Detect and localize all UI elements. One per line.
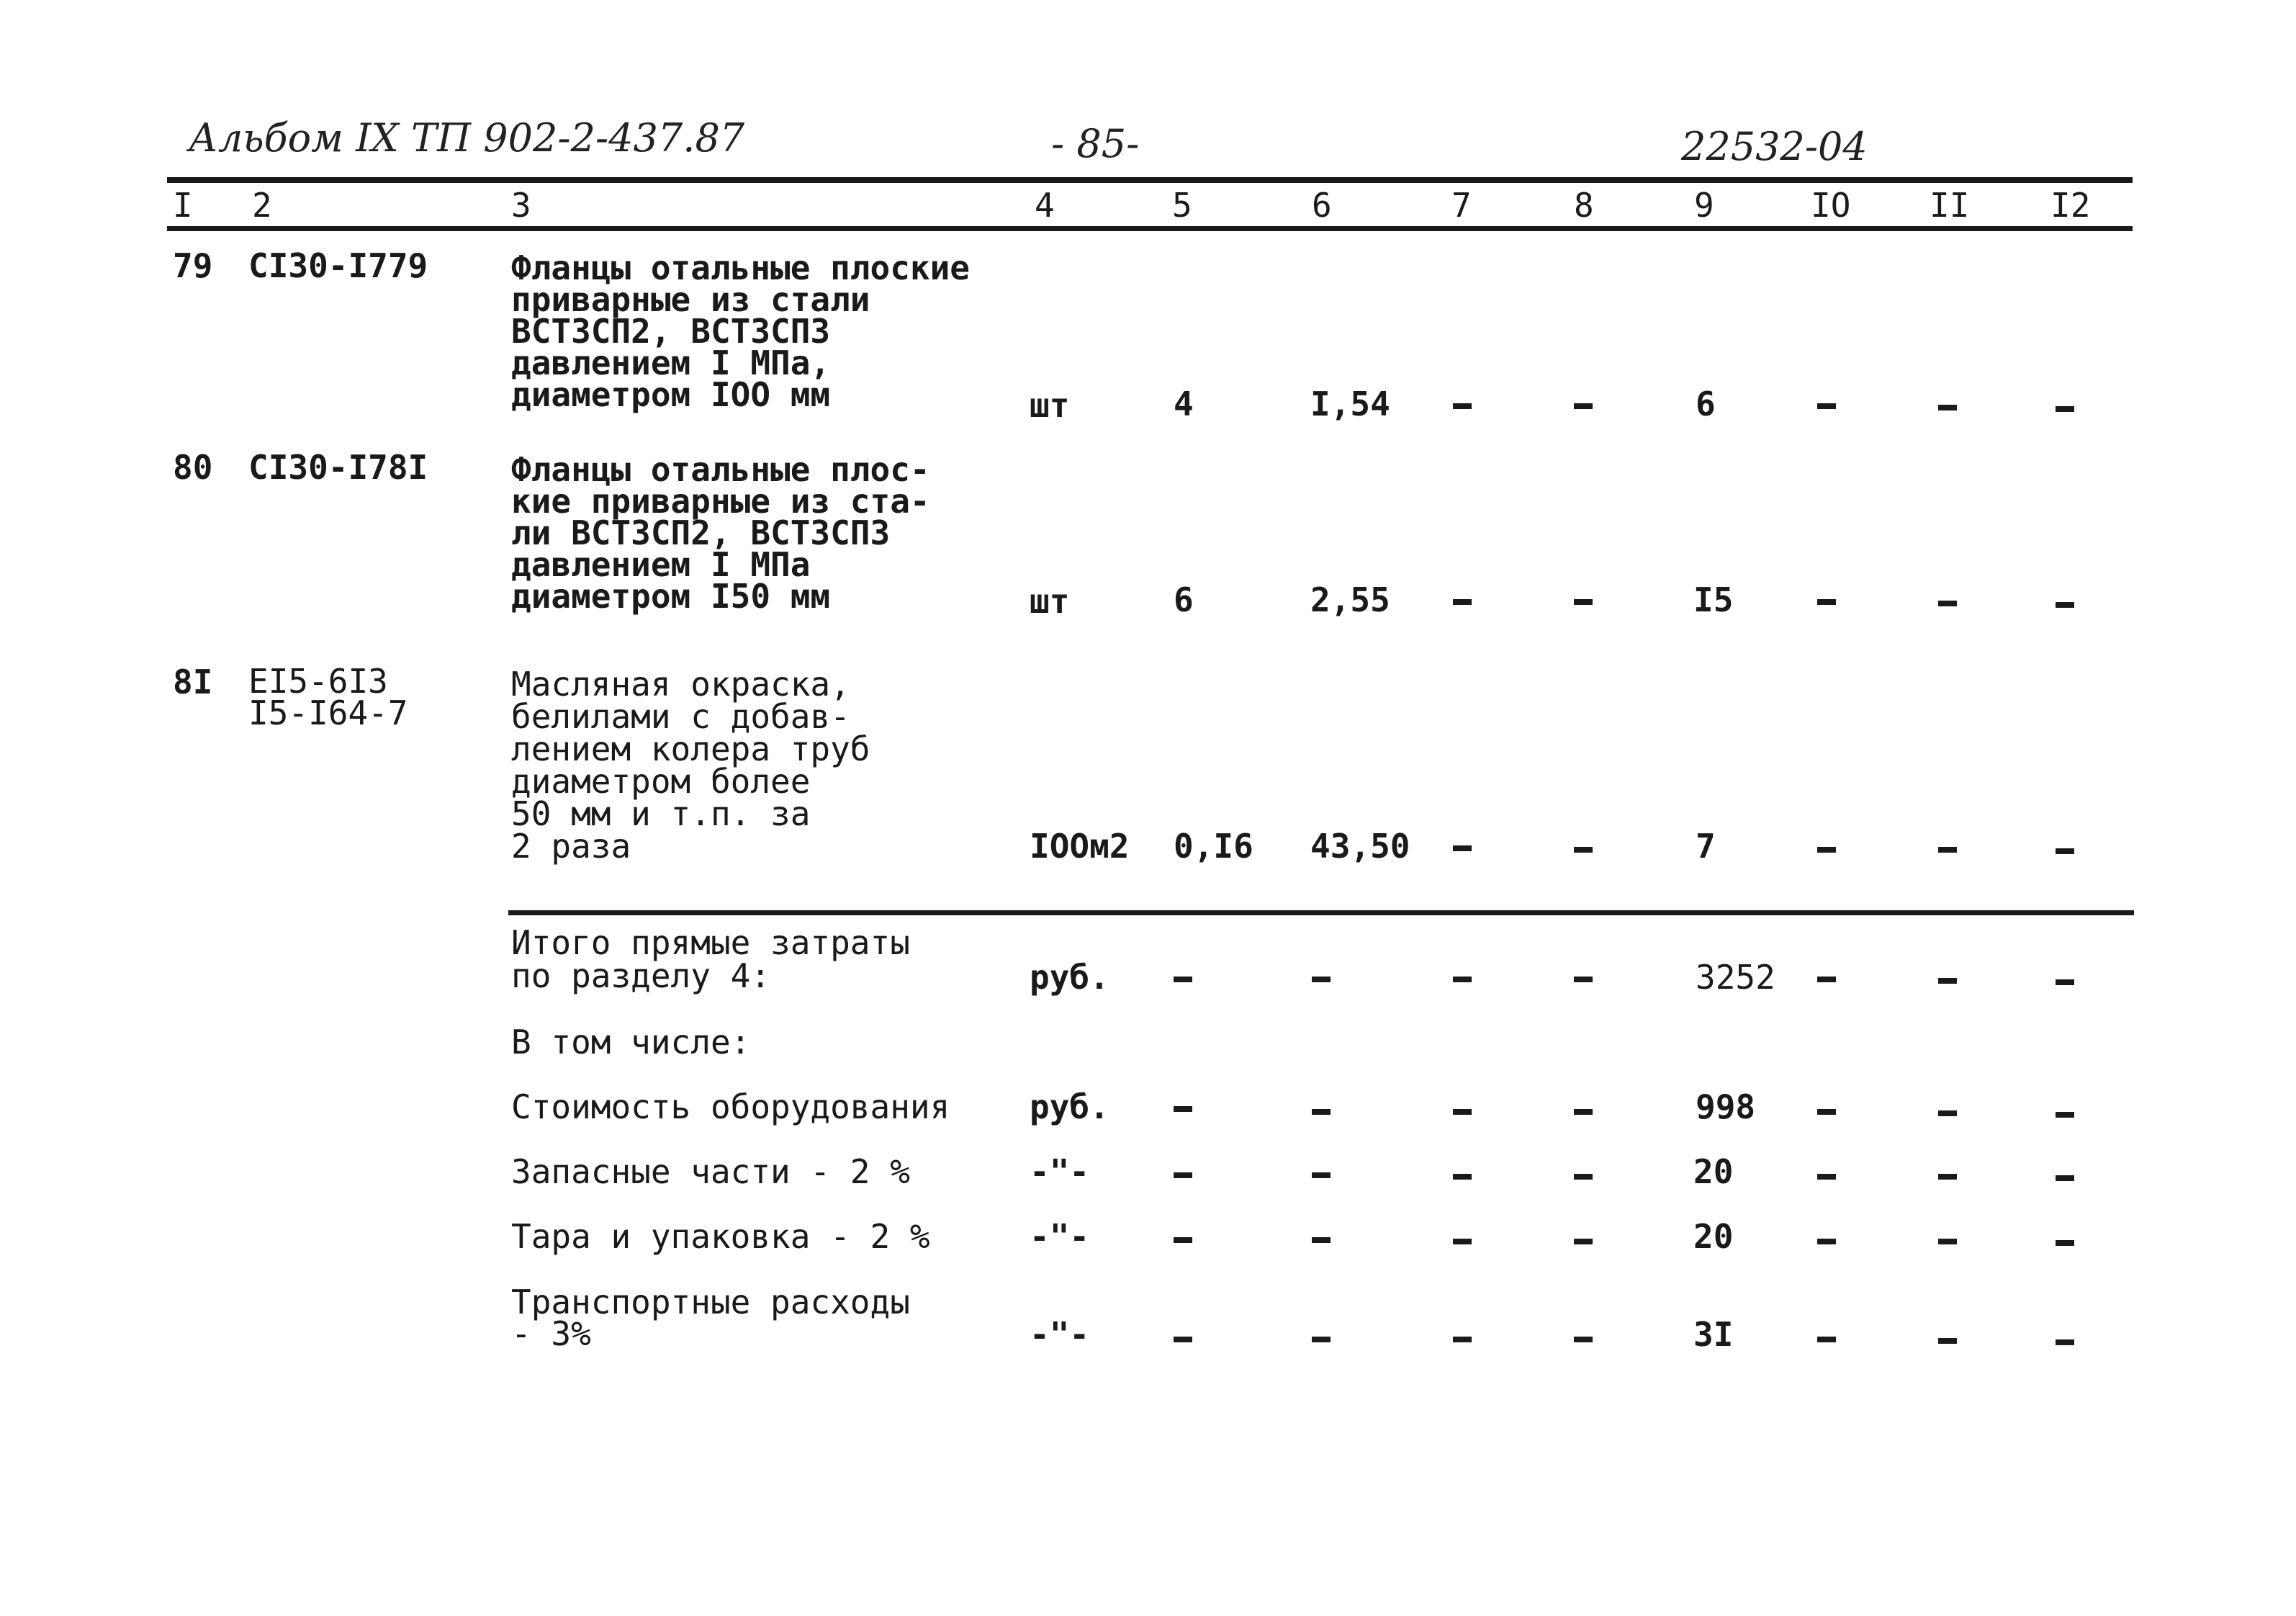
- dash-col10: [1817, 1174, 1836, 1180]
- dash-col11: [1938, 1110, 1957, 1116]
- dash-col7: [1453, 845, 1472, 851]
- dash-col6: [1312, 1172, 1331, 1178]
- dash-col11: [1938, 978, 1957, 984]
- dash-col8: [1574, 403, 1593, 409]
- dash-col5: [1174, 977, 1192, 982]
- dash-col7: [1453, 977, 1472, 982]
- dash-col5: [1174, 1106, 1192, 1112]
- summary-unit-total: руб.: [1030, 958, 1109, 997]
- dash-col11: [1938, 1239, 1957, 1244]
- column-header-8: 8: [1574, 186, 1594, 225]
- dash-col8: [1574, 977, 1593, 982]
- column-header-12: I2: [2050, 186, 2091, 225]
- row-code: EI5-6I3 I5-I64-7: [248, 662, 408, 732]
- row-price: 43,50: [1310, 827, 1410, 866]
- summary-unit-spare-parts: -"-: [1030, 1152, 1090, 1191]
- dash-col10: [1817, 1337, 1836, 1342]
- row-unit: шт: [1030, 582, 1070, 621]
- summary-unit-equipment: руб.: [1030, 1087, 1109, 1126]
- row-quantity: 0,I6: [1174, 827, 1253, 866]
- row-description: Масляная окраска, белилами с добав- лением колера труб диаметром более 50 мм и т.п. за 2 раза: [511, 665, 870, 866]
- row-col9-value: 7: [1696, 827, 1716, 866]
- dash-col5: [1174, 1237, 1192, 1243]
- page-number: - 85-: [1051, 121, 1140, 166]
- row-price: I,54: [1310, 385, 1390, 423]
- row-description: Фланцы отальные плоские приварные из стали ВСТ3СП2, ВСТ3СП3 давлением I МПа, диаметром IOO мм: [511, 248, 970, 414]
- column-header-4: 4: [1035, 186, 1055, 225]
- header-rule-top: [167, 177, 2133, 183]
- row-code: CI30-I779: [248, 246, 428, 285]
- dash-col7: [1453, 1337, 1472, 1342]
- dash-col12: [2056, 1339, 2074, 1345]
- dash-col10: [1817, 847, 1836, 853]
- dash-col12: [2056, 1112, 2074, 1118]
- dash-col6: [1312, 1237, 1331, 1243]
- dash-col12: [2056, 406, 2074, 412]
- summary-separator-rule: [508, 910, 2134, 915]
- dash-col7: [1453, 1174, 1472, 1180]
- dash-col12: [2056, 1240, 2074, 1246]
- summary-spare-parts-value: 20: [1693, 1152, 1734, 1191]
- column-header-11: II: [1930, 186, 1970, 225]
- header-rule-bottom: [167, 226, 2133, 231]
- row-price: 2,55: [1310, 580, 1390, 619]
- dash-col10: [1817, 403, 1836, 409]
- summary-label-spare-parts: Запасные части - 2 %: [511, 1152, 910, 1191]
- dash-col10: [1817, 977, 1836, 982]
- dash-col10: [1817, 1239, 1836, 1244]
- dash-col5: [1174, 1337, 1192, 1342]
- dash-col11: [1938, 1174, 1957, 1180]
- dash-col8: [1574, 1109, 1593, 1115]
- summary-label-transport: Транспортные расходы - 3%: [511, 1283, 910, 1353]
- row-number: 8I: [173, 663, 213, 701]
- summary-total-value: 3252: [1696, 958, 1775, 997]
- summary-unit-transport: -"-: [1030, 1315, 1090, 1354]
- column-header-3: 3: [511, 186, 531, 225]
- row-col9-value: 6: [1696, 385, 1716, 423]
- column-header-1: I: [173, 186, 193, 225]
- dash-col8: [1574, 1239, 1593, 1244]
- summary-packaging-value: 20: [1693, 1217, 1734, 1256]
- dash-col7: [1453, 403, 1472, 409]
- dash-col7: [1453, 599, 1472, 605]
- dash-col8: [1574, 847, 1593, 853]
- dash-col8: [1574, 599, 1593, 605]
- summary-transport-value: 3I: [1693, 1315, 1734, 1354]
- column-header-10: IO: [1811, 186, 1851, 225]
- dash-col12: [2056, 1175, 2074, 1181]
- row-unit: IOOм2: [1030, 827, 1130, 866]
- dash-col8: [1574, 1337, 1593, 1342]
- row-number: 80: [173, 448, 213, 487]
- row-number: 79: [173, 246, 213, 285]
- dash-col11: [1938, 601, 1957, 606]
- column-header-5: 5: [1172, 186, 1192, 225]
- dash-col12: [2056, 848, 2074, 854]
- dash-col8: [1574, 1174, 1593, 1180]
- row-code: CI30-I78I: [248, 448, 428, 487]
- dash-col10: [1817, 1109, 1836, 1115]
- summary-equipment-value: 998: [1696, 1087, 1756, 1126]
- dash-col11: [1938, 1338, 1957, 1344]
- summary-label-packaging: Тара и упаковка - 2 %: [511, 1217, 930, 1256]
- column-header-6: 6: [1312, 186, 1332, 225]
- row-unit: шт: [1030, 386, 1070, 425]
- dash-col10: [1817, 599, 1836, 605]
- row-quantity: 6: [1174, 580, 1194, 619]
- column-header-9: 9: [1694, 186, 1714, 225]
- row-quantity: 4: [1174, 385, 1194, 423]
- dash-col6: [1312, 1337, 1331, 1342]
- dash-col11: [1938, 847, 1957, 853]
- row-col9-value: I5: [1693, 580, 1734, 619]
- summary-label-equipment: Стоимость оборудования: [511, 1087, 950, 1126]
- summary-label-including: В том числе:: [511, 1023, 751, 1061]
- column-header-7: 7: [1451, 186, 1472, 225]
- summary-label-total: Итого прямые затраты по разделу 4:: [511, 923, 910, 995]
- album-reference: Альбом IX ТП 902-2-437.87: [189, 115, 745, 161]
- dash-col5: [1174, 1172, 1192, 1178]
- dash-col12: [2056, 979, 2074, 985]
- dash-col11: [1938, 405, 1957, 410]
- column-header-2: 2: [252, 186, 272, 225]
- dash-col12: [2056, 602, 2074, 608]
- dash-col7: [1453, 1239, 1472, 1244]
- dash-col6: [1312, 977, 1331, 982]
- dash-col7: [1453, 1109, 1472, 1115]
- dash-col6: [1312, 1109, 1331, 1115]
- row-description: Фланцы отальные плос- кие приварные из ста- ли ВСТ3СП2, ВСТ3СП3 давлением I МПа диаметром I50 мм: [511, 450, 930, 616]
- summary-unit-packaging: -"-: [1030, 1217, 1090, 1256]
- document-code: 22532-04: [1681, 124, 1868, 169]
